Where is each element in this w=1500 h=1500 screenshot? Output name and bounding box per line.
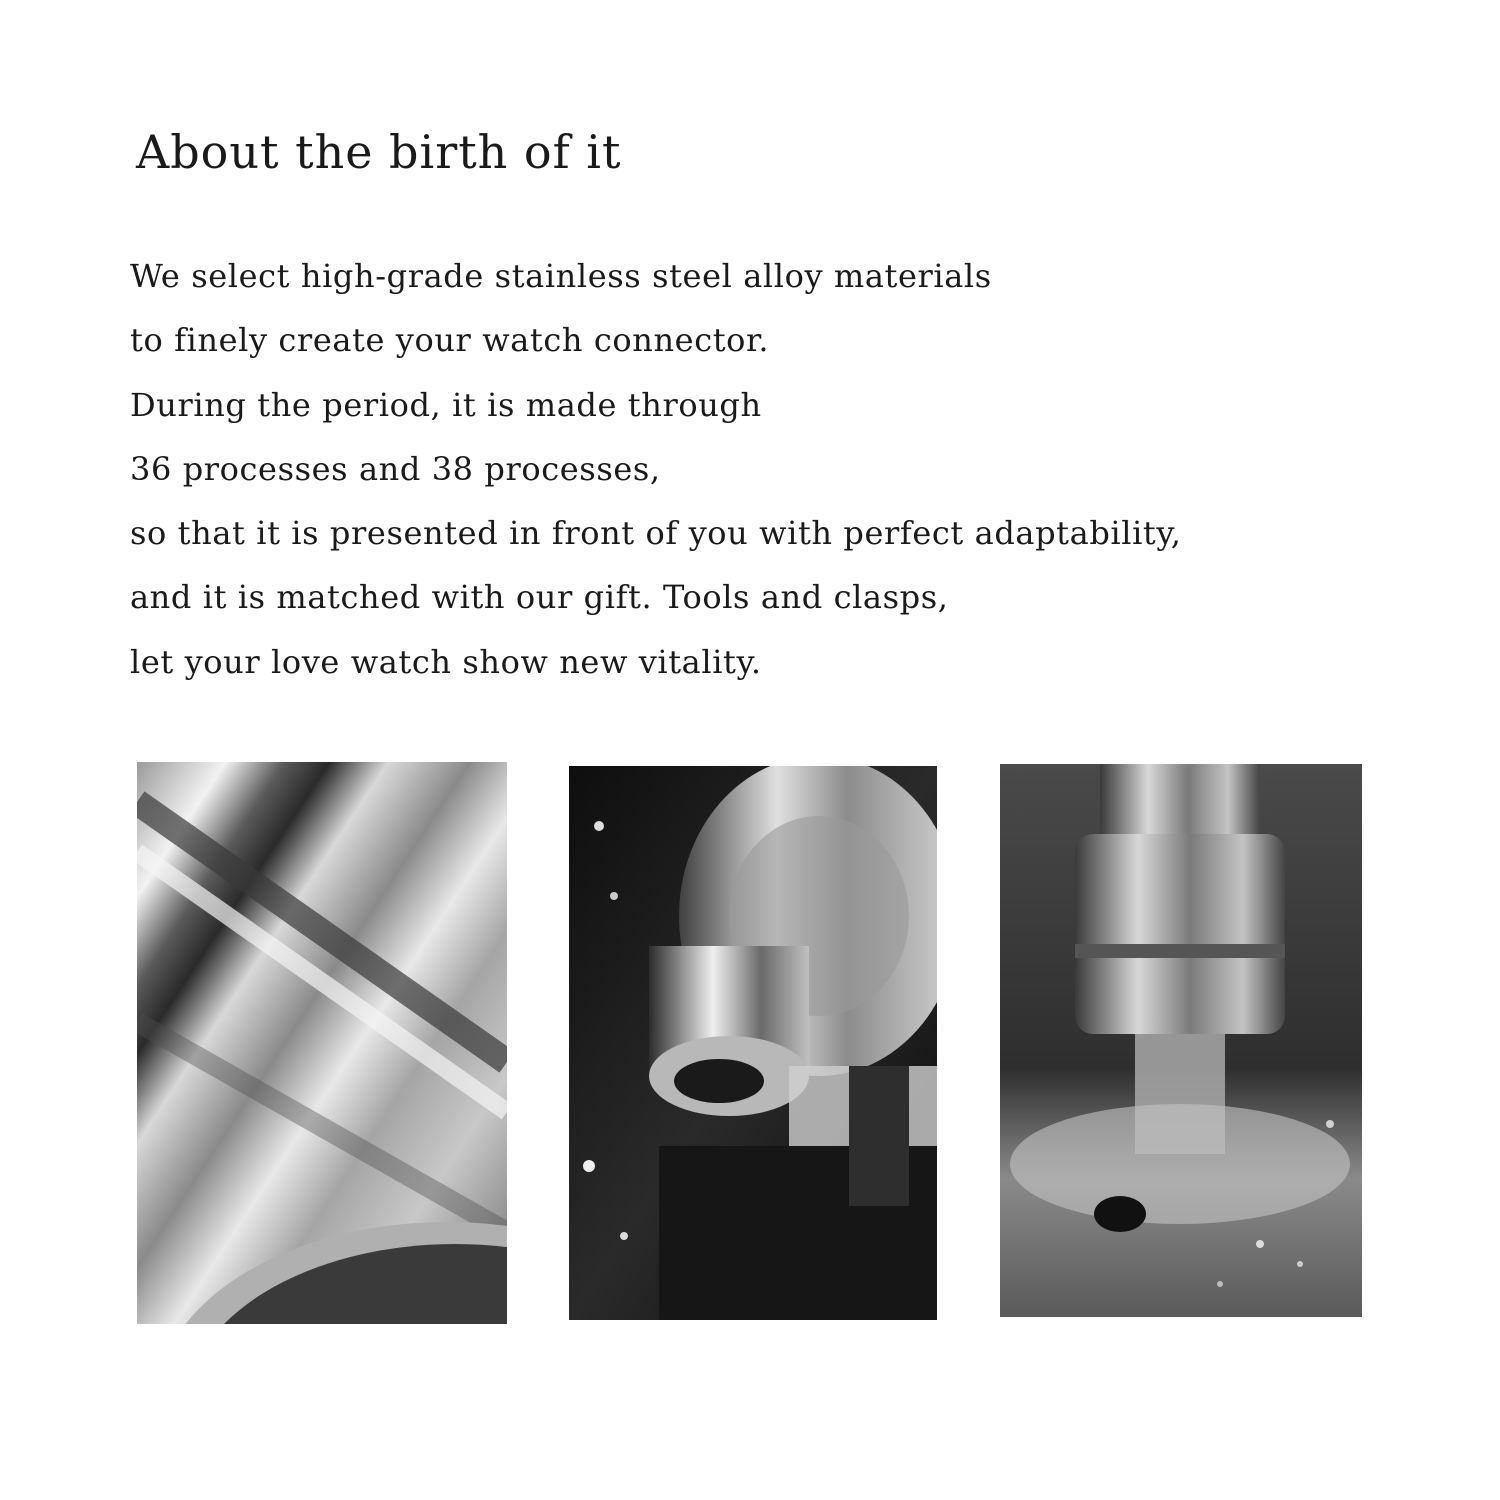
description-line: During the period, it is made through xyxy=(130,385,762,424)
description-line: and it is matched with our gift. Tools and clasps, xyxy=(130,578,949,617)
description-line: We select high-grade stainless steel alloy materials xyxy=(130,257,992,295)
description-line: 36 processes and 38 processes, xyxy=(130,449,661,488)
milling-photo xyxy=(1000,764,1362,1317)
description-line: so that it is presented in front of you with perfect adaptability, xyxy=(130,514,1182,553)
description-text xyxy=(130,244,1182,694)
description-line: to finely create your watch connector. xyxy=(130,321,770,360)
steel-tube-photo xyxy=(137,762,507,1324)
section-title: About the birth of it xyxy=(136,125,622,179)
lathe-machining-photo xyxy=(569,766,937,1320)
description-line: let your love watch show new vitality. xyxy=(130,642,762,681)
